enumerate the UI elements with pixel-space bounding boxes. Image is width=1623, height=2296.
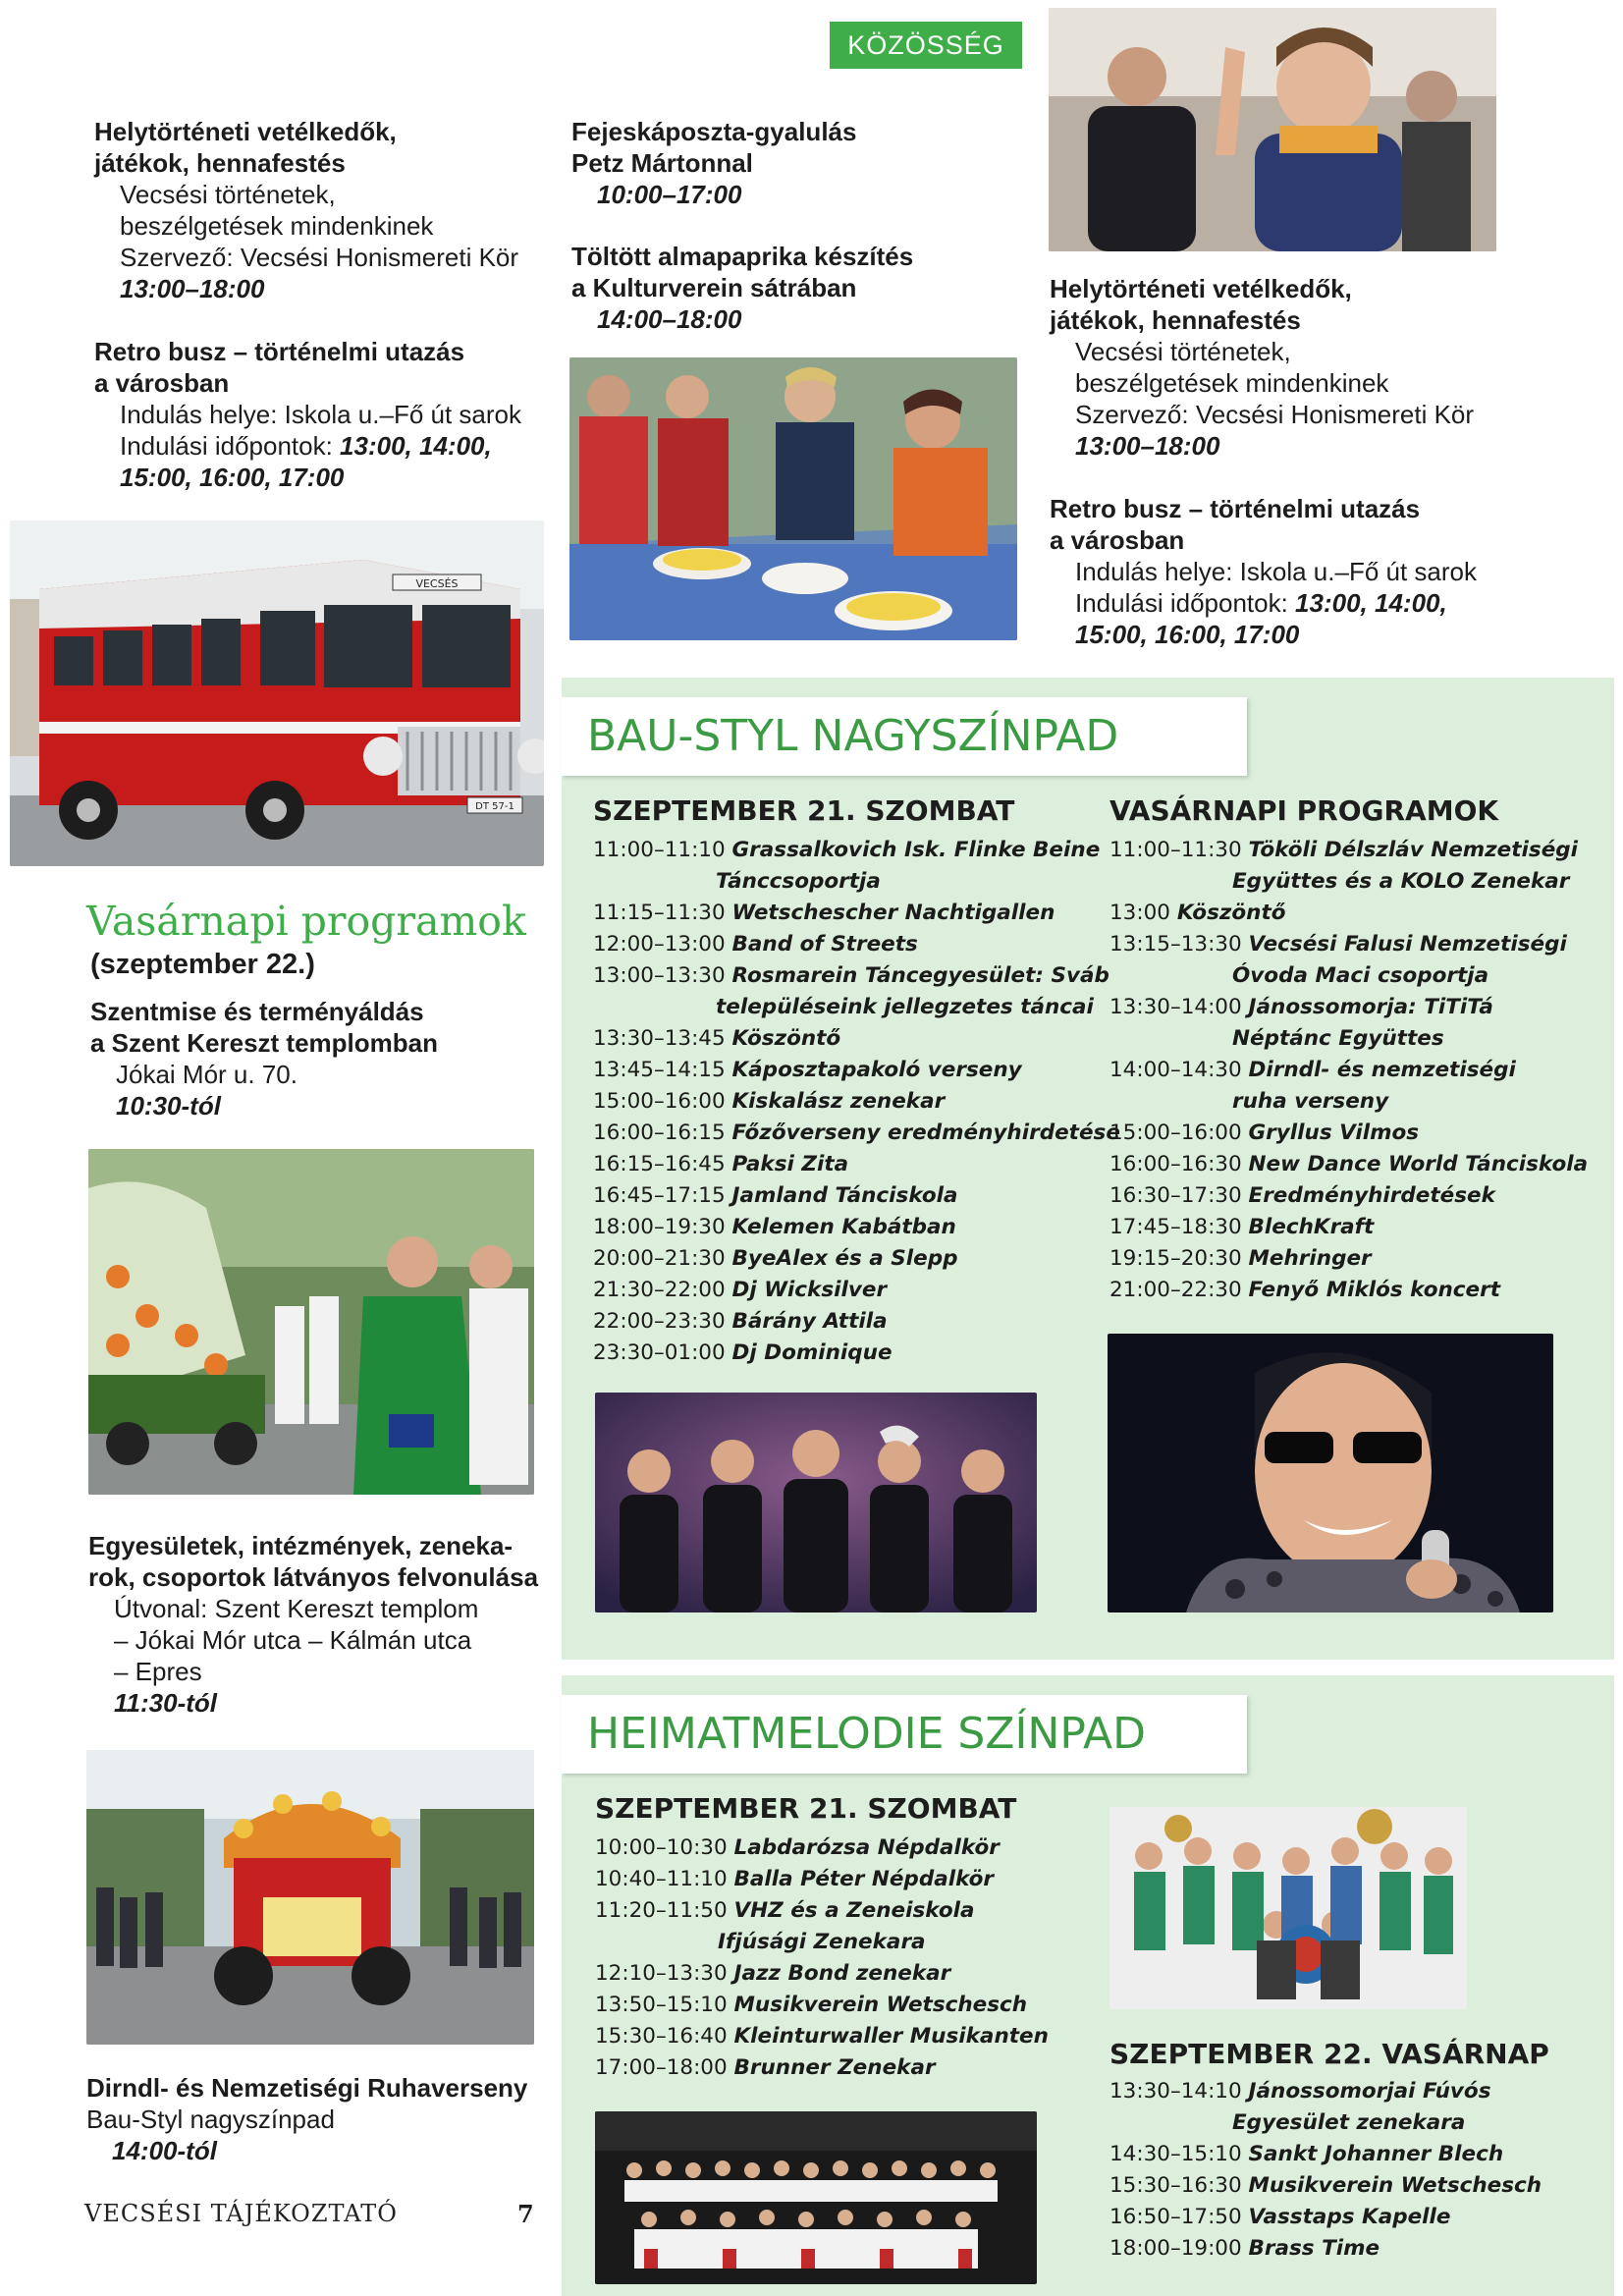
photo-blessing [88,1149,534,1495]
schedule-performer-cont: Tánccsoportja [716,869,881,894]
schedule-time: 16:50–17:50 [1109,2205,1242,2229]
bau-styl-sunday-list [1109,835,1610,1306]
schedule-performer: Köszöntő [1176,901,1286,925]
schedule-performer: Dirndl- és nemzetiségi [1248,1058,1516,1082]
schedule-performer: Musikverein Wetschesch [733,1993,1028,2017]
block-title: Szentmise és terményáldás a Szent Kereszt templomban [90,997,438,1058]
block-desc: Jókai Mór u. 70. [116,1060,298,1089]
block-desc: Vecsési történetek, beszélgetések mindenkinek Szervező: Vecsési Honismereti Kör [1075,337,1475,429]
heimat-sunday-heading: SZEPTEMBER 22. VASÁRNAP [1109,2038,1549,2070]
schedule-time: 15:00–16:00 [593,1089,726,1114]
block-time: 10:00–17:00 [597,180,742,209]
page-number: 7 [517,2200,534,2228]
heimat-title: HEIMATMELODIE SZÍNPAD [562,1695,1247,1774]
schedule-time: 17:00–18:00 [595,2055,728,2080]
schedule-row [593,835,1104,866]
schedule-row-continuation [1109,866,1610,898]
schedule-time: 11:20–11:50 [595,1898,728,1923]
block-title: Töltött almapaprika készítés a Kulturverein sátrában [571,242,914,302]
block-desc-times: 13:00, 14:00, [340,431,492,461]
schedule-performer: Grassalkovich Isk. Flinke Beine [731,838,1101,862]
schedule-performer: Kelemen Kabátban [731,1215,956,1239]
photo-parade [86,1750,534,2045]
schedule-row [593,960,1109,992]
schedule-row [593,1149,1104,1180]
bau-styl-title: BAU-STYL NAGYSZÍNPAD [562,697,1247,776]
bau-styl-saturday-heading: SZEPTEMBER 21. SZOMBAT [593,794,1015,827]
schedule-row [595,1864,1106,1895]
block-time: 11:30-tól [114,1688,217,1718]
schedule-time: 13:50–15:10 [595,1993,728,2017]
schedule-performer: Vasstaps Kapelle [1248,2205,1451,2229]
schedule-performer-cont: Néptánc Együttes [1232,1026,1444,1051]
schedule-performer: New Dance World Tánciskola [1248,1152,1589,1176]
block-desc: Indulás helye: Iskola u.–Fő út sarok [120,400,522,429]
sunday-date [90,949,562,980]
schedule-row [593,1180,1104,1212]
schedule-row [1109,1149,1610,1180]
schedule-row [1109,1055,1610,1086]
schedule-performer: Wetschescher Nachtigallen [731,901,1055,925]
schedule-performer: Jazz Bond zenekar [733,1961,951,1986]
schedule-row [595,1895,1106,1927]
schedule-time: 11:00–11:30 [1109,838,1242,862]
schedule-time: 13:00–13:30 [593,963,726,988]
photo-singer [1108,1334,1553,1613]
schedule-performer-cont: Óvoda Maci csoportja [1232,963,1489,988]
schedule-performer: Tököli Délszláv Nemzetiségi [1248,838,1579,862]
schedule-row [593,1055,1104,1086]
schedule-performer: Főzőverseny eredményhirdetése [731,1121,1120,1145]
schedule-performer: Dj Dominique [731,1340,893,1365]
schedule-performer: Jamland Tánciskola [731,1183,958,1208]
schedule-row [1109,1180,1610,1212]
schedule-performer: Labdarózsa Népdalkör [733,1835,1000,1860]
col2-block-cabbage [571,116,1003,210]
schedule-time: 18:00–19:30 [593,1215,726,1239]
schedule-time: 21:00–22:30 [1109,1278,1242,1302]
schedule-row [593,1243,1104,1275]
block-title: Dirndl- és Nemzetiségi Ruhaverseny [86,2073,528,2103]
block-title: Helytörténeti vetélkedők, játékok, hennafestés [94,117,397,178]
schedule-row [1109,835,1610,866]
schedule-time: 13:30–14:10 [1109,2079,1242,2104]
sunday-dirndl-block [86,2072,577,2166]
schedule-time: 16:00–16:30 [1109,1152,1242,1176]
block-time: 14:00-tól [112,2136,217,2165]
photo-band [595,1393,1037,1613]
schedule-performer-cont: településeink jellegzetes táncai [716,995,1094,1019]
block-title: Egyesületek, intézmények, zeneka- rok, csoportok látványos felvonulása [88,1531,539,1592]
photo-brass-band [1109,1807,1467,2009]
schedule-performer: Köszöntő [731,1026,841,1051]
schedule-performer: Gryllus Vilmos [1248,1121,1420,1145]
schedule-time: 13:45–14:15 [593,1058,726,1082]
block-desc-prefix: Indulási időpontok: [1075,588,1296,618]
schedule-performer-cont: Egyesület zenekara [1232,2110,1466,2135]
schedule-row [1109,2076,1610,2107]
schedule-performer: Fenyő Miklós koncert [1248,1278,1500,1302]
schedule-time: 13:30–13:45 [593,1026,726,1051]
schedule-time: 16:30–17:30 [1109,1183,1242,1208]
schedule-row [595,2021,1106,2052]
schedule-row [593,1306,1104,1338]
heimat-saturday-heading: SZEPTEMBER 21. SZOMBAT [595,1792,1017,1825]
schedule-performer: Musikverein Wetschesch [1248,2173,1542,2198]
schedule-performer: VHZ és a Zeneiskola [733,1898,975,1923]
footer-title: VECSÉSI TÁJÉKOZTATÓ [84,2200,398,2227]
block-time: 13:00–18:00 [120,274,265,303]
schedule-performer: Kiskalász zenekar [731,1089,946,1114]
schedule-row [1109,2233,1610,2265]
schedule-time: 10:00–10:30 [595,1835,728,1860]
schedule-row [593,1275,1104,1306]
schedule-performer: ByeAlex és a Slepp [731,1246,958,1271]
block-time: 15:00, 16:00, 17:00 [1075,620,1300,649]
schedule-performer: Vecsési Falusi Nemzetiségi [1248,932,1567,957]
section-tag: KÖZÖSSÉG [830,22,1022,69]
schedule-row [593,1118,1120,1149]
schedule-time: 15:30–16:30 [1109,2173,1242,2198]
schedule-time: 16:15–16:45 [593,1152,726,1176]
schedule-performer: Bárány Attila [731,1309,888,1334]
block-desc [1050,587,1580,619]
schedule-performer: Sankt Johanner Blech [1248,2142,1504,2166]
schedule-performer: Brunner Zenekar [733,2055,936,2080]
bus-sign: VECSÉS [415,577,459,590]
schedule-row [1109,2139,1610,2170]
schedule-row-continuation [1109,1023,1610,1055]
schedule-row [1109,1243,1610,1275]
photo-choir [595,2111,1037,2284]
schedule-row-continuation [593,992,1104,1023]
block-desc-prefix: Indulási időpontok: [120,431,341,461]
schedule-time: 12:00–13:00 [593,932,726,957]
schedule-row [1109,2170,1610,2202]
bau-styl-sunday-heading: VASÁRNAPI PROGRAMOK [1109,794,1499,827]
block-desc-times: 13:00, 14:00, [1295,588,1447,618]
block-desc [94,430,566,462]
sunday-date-text: (szeptember 22.) [90,949,315,980]
schedule-performer: BlechKraft [1248,1215,1375,1239]
block-desc: Bau-Styl nagyszínpad [86,2105,335,2134]
schedule-row [593,929,1104,960]
schedule-time: 16:45–17:15 [593,1183,726,1208]
schedule-time: 21:30–22:00 [593,1278,726,1302]
schedule-performer: Mehringer [1248,1246,1372,1271]
schedule-time: 18:00–19:00 [1109,2236,1242,2261]
schedule-performer: Dj Wicksilver [731,1278,888,1302]
schedule-row-continuation [1109,2107,1610,2139]
schedule-row [595,1958,1106,1990]
block-time: 15:00, 16:00, 17:00 [120,463,345,492]
sunday-title: Vasárnapi programok [86,898,526,945]
block-title: Helytörténeti vetélkedők, játékok, hennafestés [1050,274,1352,335]
block-desc: Indulás helye: Iskola u.–Fő út sarok [1075,557,1478,586]
schedule-row [593,1338,1104,1369]
photo-henna [1049,8,1496,251]
schedule-row-continuation [593,866,1104,898]
schedule-time: 16:00–16:15 [593,1121,726,1145]
sunday-mass-block [90,996,562,1121]
schedule-time: 11:00–11:10 [593,838,726,862]
col1-block-history [94,116,556,304]
schedule-performer: Paksi Zita [731,1152,849,1176]
schedule-row-continuation [1109,1086,1610,1118]
schedule-row [595,2052,1106,2084]
block-title: Retro busz – történelmi utazás a városban [1050,494,1421,555]
schedule-time: 22:00–23:30 [593,1309,726,1334]
schedule-performer: Jánossomorjai Fúvós [1248,2079,1491,2104]
schedule-row [1109,2202,1610,2233]
schedule-performer: Brass Time [1248,2236,1380,2261]
block-time: 10:30-tól [116,1091,221,1121]
schedule-performer: Kleinturwaller Musikanten [733,2024,1049,2049]
schedule-row [1109,1275,1610,1306]
block-desc: Útvonal: Szent Kereszt templom – Jókai Mór utca – Kálmán utca – Epres [114,1594,479,1686]
schedule-time: 11:15–11:30 [593,901,726,925]
schedule-time: 15:30–16:40 [595,2024,728,2049]
block-title: Fejeskáposzta-gyalulás Petz Mártonnal [571,117,857,178]
sunday-parade-block [88,1530,560,1719]
block-time: 13:00–18:00 [1075,431,1220,461]
col3-block-retro-bus [1050,493,1580,650]
photo-retro-bus [10,520,544,866]
col1-block-retro-bus [94,336,566,493]
schedule-row [593,1086,1104,1118]
schedule-row [1109,1118,1610,1149]
schedule-performer: Rosmarein Táncegyesület: Sváb [731,963,1109,988]
schedule-time: 19:15–20:30 [1109,1246,1242,1271]
schedule-time: 20:00–21:30 [593,1246,726,1271]
schedule-performer-cont: ruha verseny [1232,1089,1389,1114]
schedule-performer-cont: Ifjúsági Zenekara [718,1930,926,1954]
heimat-sunday-list [1109,2076,1610,2265]
schedule-row-continuation [1109,960,1610,992]
schedule-time: 14:30–15:10 [1109,2142,1242,2166]
schedule-row-continuation [595,1927,1106,1958]
schedule-time: 12:10–13:30 [595,1961,728,1986]
schedule-time: 23:30–01:00 [593,1340,726,1365]
schedule-time: 17:45–18:30 [1109,1215,1242,1239]
col2-block-pepper [571,241,1003,335]
schedule-time: 13:30–14:00 [1109,995,1242,1019]
schedule-performer: Jánossomorja: TiTiTá [1248,995,1493,1019]
schedule-row [1109,992,1610,1023]
schedule-row [1109,898,1610,929]
schedule-row [1109,929,1610,960]
schedule-row [595,1990,1106,2021]
schedule-time: 10:40–11:10 [595,1867,728,1891]
schedule-performer: Band of Streets [731,932,918,957]
schedule-time: 15:00–16:00 [1109,1121,1242,1145]
block-title: Retro busz – történelmi utazás a városban [94,337,465,398]
schedule-performer-cont: Együttes és a KOLO Zenekar [1232,869,1570,894]
block-time: 14:00–18:00 [597,304,742,334]
schedule-time: 13:15–13:30 [1109,932,1242,957]
bau-styl-saturday-list [593,835,1120,1369]
photo-pepper-making [569,357,1017,640]
col3-block-history [1050,273,1560,462]
schedule-row [593,1212,1104,1243]
schedule-performer: Káposztapakoló verseny [731,1058,1022,1082]
schedule-row [593,898,1104,929]
schedule-time: 14:00–14:30 [1109,1058,1242,1082]
heimat-saturday-list [595,1832,1106,2084]
schedule-row [595,1832,1106,1864]
schedule-performer: Eredményhirdetések [1248,1183,1495,1208]
schedule-time: 13:00 [1109,901,1170,925]
bus-plate: DT 57-1 [475,801,514,812]
schedule-performer: Balla Péter Népdalkör [733,1867,994,1891]
schedule-row [593,1023,1104,1055]
block-desc: Vecsési történetek, beszélgetések mindenkinek Szervező: Vecsési Honismereti Kör [120,180,519,272]
schedule-row [1109,1212,1610,1243]
